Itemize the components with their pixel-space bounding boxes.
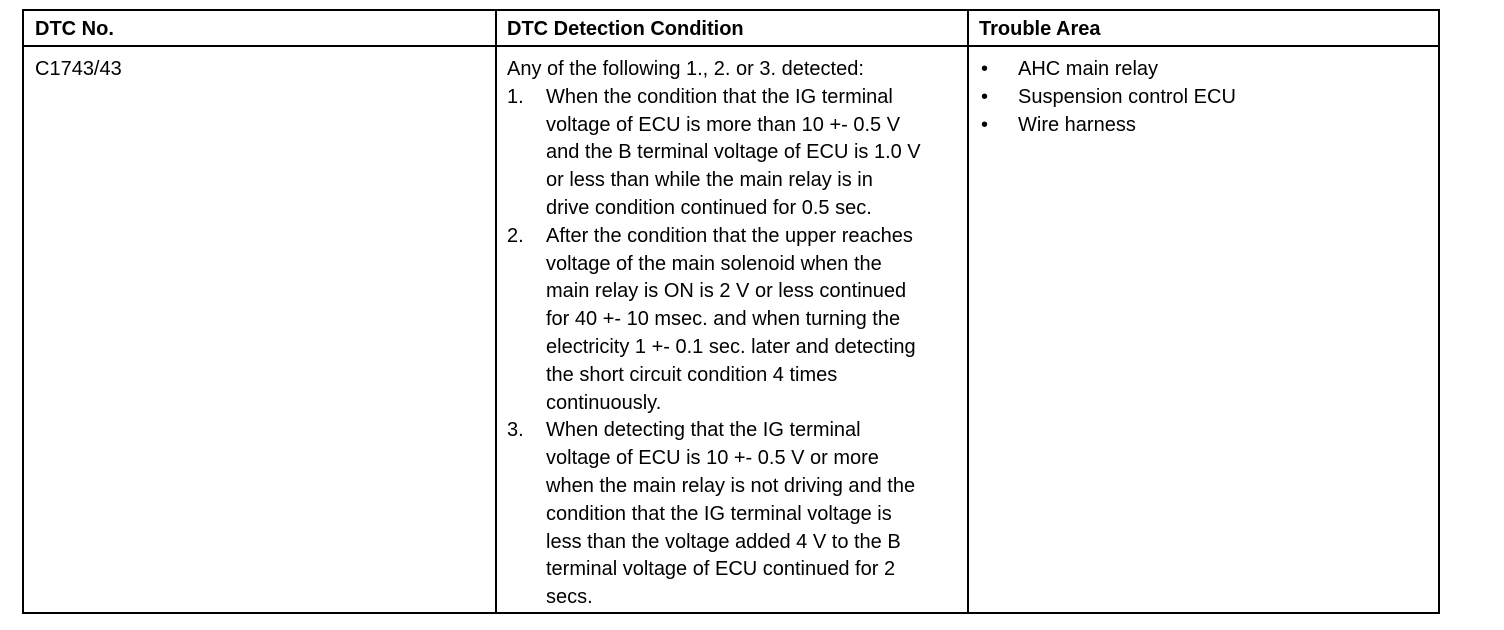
header-dtc-no: DTC No. (35, 18, 114, 40)
condition-line: drive condition continued for 0.5 sec. (546, 196, 872, 219)
condition-line: less than the voltage added 4 V to the B (546, 530, 901, 553)
condition-line: electricity 1 +- 0.1 sec. later and detecting (546, 335, 916, 358)
trouble-area-item (979, 56, 1439, 84)
condition-line: when the main relay is not driving and the (546, 474, 916, 497)
condition-line: voltage of ECU is 10 +- 0.5 V or more (546, 447, 879, 470)
condition-item-2 (507, 223, 957, 418)
condition-line: continuously. (546, 391, 662, 414)
condition-line: the short circuit condition 4 times (546, 363, 838, 386)
condition-intro: Any of the following 1., 2. or 3. detected: (507, 58, 864, 80)
bullet-marker: • (981, 58, 989, 80)
header-trouble-area: Trouble Area (979, 18, 1101, 40)
dtc-table (22, 9, 1440, 614)
bullet-marker: • (981, 85, 989, 108)
condition-line: and the B terminal voltage of ECU is 1.0 V (546, 141, 921, 164)
trouble-area-item (979, 84, 1439, 112)
condition-line: for 40 +- 10 msec. and when turning the (546, 308, 901, 331)
header-detection-condition: DTC Detection Condition (507, 18, 744, 40)
cell-trouble-area (979, 56, 1439, 139)
condition-line: When the condition that the IG terminal (546, 85, 893, 108)
condition-line: condition that the IG terminal voltage is (546, 502, 892, 525)
condition-line: or less than while the main relay is in (546, 169, 873, 192)
trouble-area-text: Suspension control ECU (1018, 85, 1236, 108)
condition-line: voltage of the main solenoid when the (546, 252, 882, 275)
condition-line: voltage of ECU is more than 10 +- 0.5 V (546, 113, 901, 136)
cell-dtc-no: C1743/43 (35, 58, 122, 80)
condition-line: terminal voltage of ECU continued for 2 (546, 558, 896, 581)
condition-line: main relay is ON is 2 V or less continued (546, 280, 907, 303)
bullet-marker: • (981, 113, 989, 136)
condition-item-text (546, 84, 921, 223)
column-divider (495, 11, 497, 612)
cell-detection-condition (507, 56, 957, 612)
column-divider (967, 11, 969, 612)
condition-item-number: 1. (507, 85, 524, 108)
trouble-area-item (979, 112, 1439, 140)
header-divider (24, 45, 1438, 47)
condition-line: When detecting that the IG terminal (546, 419, 861, 442)
condition-line: secs. (546, 586, 593, 609)
condition-item-3 (507, 417, 957, 612)
condition-item-1 (507, 84, 957, 223)
condition-line: After the condition that the upper reaches (546, 224, 913, 247)
trouble-area-text: Wire harness (1018, 113, 1136, 136)
condition-item-number: 2. (507, 224, 524, 247)
trouble-area-text: AHC main relay (1018, 58, 1159, 80)
condition-item-text (546, 417, 915, 612)
condition-item-number: 3. (507, 419, 524, 442)
condition-item-text (546, 223, 916, 418)
